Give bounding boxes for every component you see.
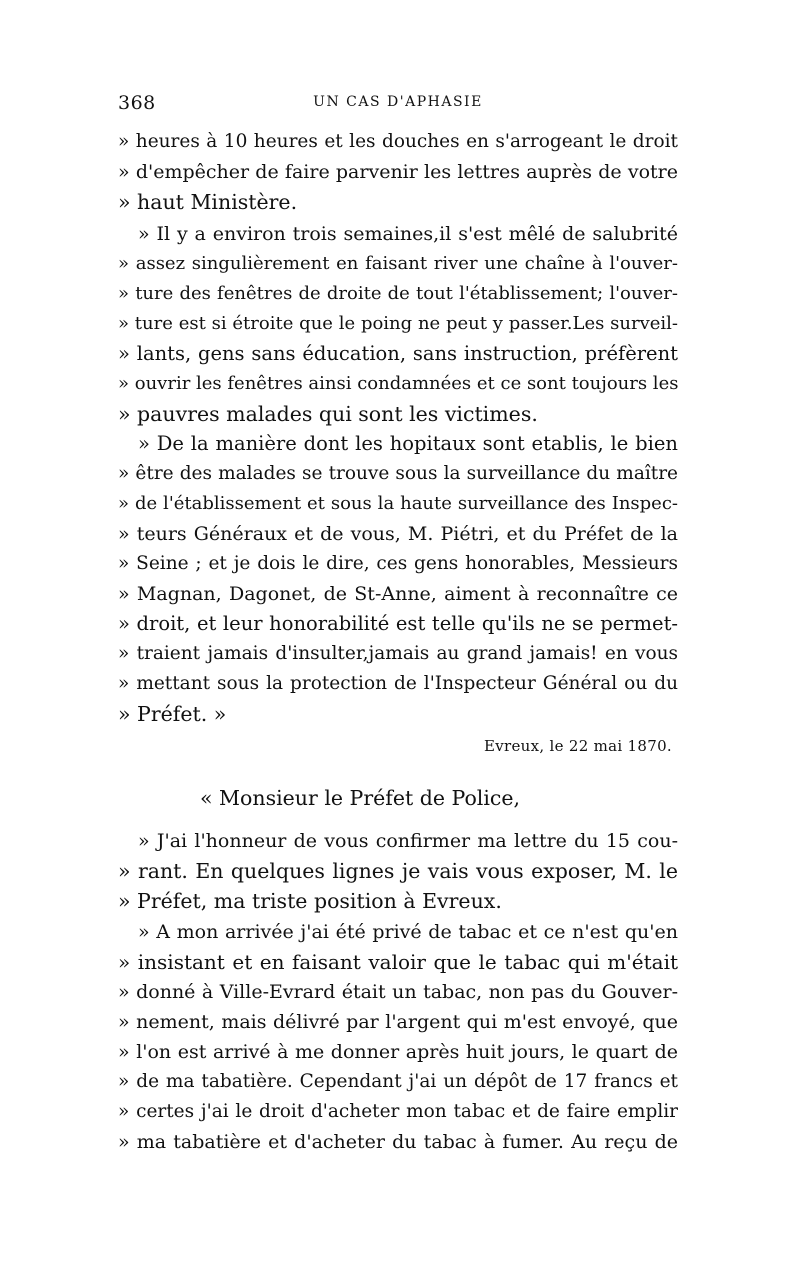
text-line: » Préfet, ma triste position à Evreux.	[118, 889, 502, 913]
text-line: » J'ai l'honneur de vous confirmer ma lettre du 15 cou-	[138, 830, 678, 852]
text-line: » rant. En quelques lignes je vais vous exposer, M. le	[118, 859, 678, 883]
text-line: » lants, gens sans éducation, sans instruction, préfèrent	[118, 342, 678, 365]
text-line: » Il y a environ trois semaines,il s'est mêlé de salubrité	[138, 223, 678, 245]
text-line: » teurs Généraux et de vous, M. Piétri, et du Préfet de la	[118, 523, 678, 545]
text-line: » haut Ministère.	[118, 190, 298, 214]
text-line: » ture des fenêtres de droite de tout l'établissement; l'ouver-	[118, 283, 678, 304]
text-line: » l'on est arrivé à me donner après huit jours, le quart de	[118, 1041, 678, 1063]
text-line: » de ma tabatière. Cependant j'ai un dépôt de 17 francs et	[118, 1071, 678, 1092]
text-line: » Magnan, Dagonet, de St-Anne, aiment à reconnaître ce	[118, 583, 678, 605]
text-line: » pauvres malades qui sont les victimes.	[118, 402, 538, 426]
text-line: » heures à 10 heures et les douches en s'arrogeant le droit	[118, 131, 678, 152]
text-line: » ma tabatière et d'acheter du tabac à fumer. Au reçu de	[118, 1131, 678, 1153]
text-line: » ouvrir les fenêtres ainsi condamnées et ce sont toujours les	[118, 373, 679, 394]
text-line: » Seine ; et je dois le dire, ces gens honorables, Messieurs	[118, 553, 678, 574]
text-line: » droit, et leur honorabilité est telle qu'ils ne se permet-	[118, 612, 678, 635]
text-line: » assez singulièrement en faisant river une chaîne à l'ouver-	[118, 253, 678, 274]
text-line: » de l'établissement et sous la haute surveillance des Inspec-	[118, 493, 678, 514]
text-line: » d'empêcher de faire parvenir les lettres auprès de votre	[118, 161, 678, 183]
text-line: » traient jamais d'insulter,jamais au grand jamais! en vous	[118, 643, 678, 664]
text-line: » A mon arrivée j'ai été privé de tabac et ce n'est qu'en	[138, 921, 678, 943]
text-line: » être des malades se trouve sous la surveillance du maître	[118, 463, 678, 484]
running-title: UN CAS D'APHASIE	[313, 94, 483, 110]
letter-salutation: « Monsieur le Préfet de Police,	[200, 786, 521, 810]
text-line: » donné à Ville-Evrard était un tabac, non pas du Gouver-	[118, 981, 678, 1003]
page-number: 368	[118, 92, 156, 114]
page-header	[118, 92, 678, 116]
text-line: » ture est si étroite que le poing ne peut y passer.Les surveil-	[118, 313, 678, 334]
text-line: » mettant sous la protection de l'Inspecteur Général ou du	[118, 673, 678, 694]
text-line: » nement, mais délivré par l'argent qui m'est envoyé, que	[118, 1011, 678, 1033]
text-line: » De la manière dont les hopitaux sont etablis, le bien	[138, 432, 678, 455]
text-line: » certes j'ai le droit d'acheter mon tabac et de faire emplir	[118, 1101, 678, 1122]
text-line: » Préfet. »	[118, 702, 227, 726]
letter-dateline: Evreux, le 22 mai 1870.	[484, 737, 672, 755]
text-line: » insistant et en faisant valoir que le tabac qui m'était	[118, 950, 678, 974]
